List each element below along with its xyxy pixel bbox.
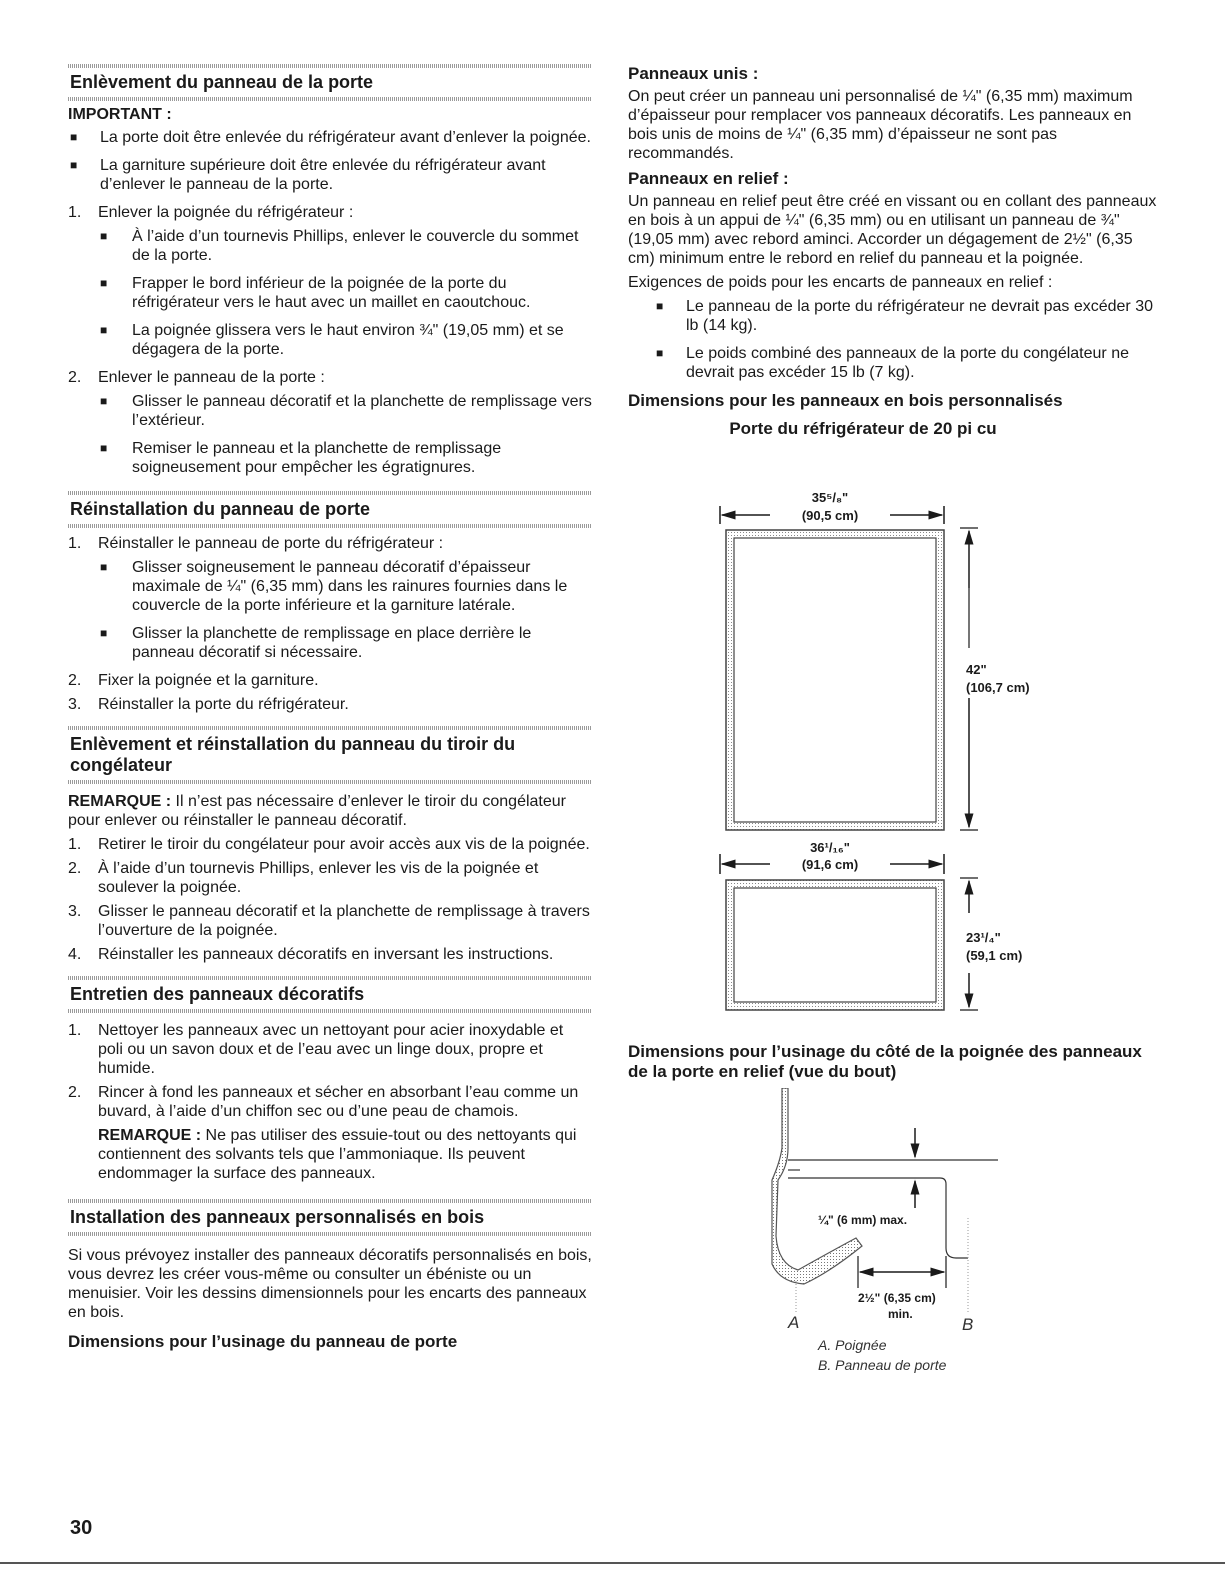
list-item: ■ Glisser la planchette de remplissage en place derrière le panneau décoratif si nécessaire. <box>100 625 532 661</box>
divider <box>68 97 592 101</box>
list-item: ■ Glisser soigneusement le panneau décoratif d’épaisseur maximale de ¼" (6,35 mm) dans les rainures fournies dans le couvercle de la porte inférieure et la garniture latérale. <box>100 559 568 614</box>
max-thickness-label: ¼" (6 mm) max. <box>818 1213 908 1227</box>
handle-end-view-diagram <box>770 1088 1010 1388</box>
section-title-panel-care: Entretien des panneaux décoratifs <box>70 984 365 1004</box>
note-text: Ne pas utiliser des essuie-tout ou des nettoyants qui contiennent des solvants tels que l’ammoniaque. Ils peuvent endommager la surface des panneaux. <box>98 1127 577 1182</box>
step-text: À l’aide d’un tournevis Phillips, enlever les vis de la poignée et soulever la poignée. <box>98 860 539 896</box>
step-text: Enlever le panneau de la porte : <box>98 369 325 386</box>
step-2: 2. Enlever le panneau de la porte : <box>68 369 325 386</box>
divider <box>68 1232 592 1236</box>
subheading-door-panel-dimensions: Dimensions pour l’usinage du panneau de porte <box>68 1332 458 1351</box>
caption-door-panel: B. Panneau de porte <box>818 1357 947 1373</box>
subheading-plain-panels: Panneaux unis : <box>628 64 759 83</box>
divider <box>68 780 592 784</box>
left-column <box>68 62 592 1355</box>
paragraph: Si vous prévoyez installer des panneaux décoratifs personnalisés en bois, vous devrez les créer vous-même ou consulter un ébéniste ou un menuisier. Voir les dessins dimensionnels pour les encarts des panneaux en bois. <box>68 1247 592 1321</box>
step-text: Nettoyer les panneaux avec un nettoyant pour acier inoxydable et poli ou un savon doux et de l’eau avec un linge doux, propre et humide. <box>98 1022 564 1077</box>
step-1: 1. Réinstaller le panneau de porte du réfrigérateur : <box>68 535 444 552</box>
bottom-height-cm-label: (59,1 cm) <box>966 948 1023 963</box>
step-text: Enlever la poignée du réfrigérateur : <box>98 204 354 221</box>
list-item-text: Frapper le bord inférieur de la poignée de la porte du réfrigérateur vers le haut avec un maillet en caoutchouc. <box>132 275 531 311</box>
page-bottom-rule <box>0 1562 1225 1564</box>
top-height-cm-label: (106,7 cm) <box>966 680 1030 695</box>
bottom-width-cm-label: (91,6 cm) <box>801 857 859 872</box>
note-paragraph <box>68 792 592 830</box>
min-clearance-label-2: min. <box>888 1307 913 1321</box>
paragraph: Exigences de poids pour les encarts de panneaux en relief : <box>628 274 1053 291</box>
top-width-label: 35⁵/₈" <box>811 490 849 505</box>
min-clearance-label: 2½" (6,35 cm) <box>858 1291 936 1305</box>
step-text: Réinstaller les panneaux décoratifs en inversant les instructions. <box>98 946 554 963</box>
divider <box>68 1199 592 1203</box>
subheading-custom-dimensions: Dimensions pour les panneaux en bois personnalisés <box>628 391 1063 410</box>
label-b: B <box>962 1315 974 1334</box>
caption-handle: A. Poignée <box>818 1337 887 1353</box>
list-item: ■ Glisser le panneau décoratif et la planchette de remplissage vers l’extérieur. <box>100 393 592 429</box>
step-2: 2. À l’aide d’un tournevis Phillips, enlever les vis de la poignée et soulever la poignée. <box>68 860 539 896</box>
list-item-text: Remiser le panneau et la planchette de remplissage soigneusement pour empêcher les égratignures. <box>132 440 502 476</box>
step-3: 3. Glisser le panneau décoratif et la planchette de remplissage à travers l’ouverture de la poignée. <box>68 903 590 939</box>
step-text: Fixer la poignée et la garniture. <box>98 672 319 689</box>
section-title-door-panel-removal: Enlèvement du panneau de la porte <box>70 72 374 92</box>
paragraph: Un panneau en relief peut être créé en vissant ou en collant des panneaux en bois à un appui de ¼" (6,35 mm) ou en utilisant un panneau de ¾" (19,05 mm) avec rebord aminci. Accorder un dégagement de 2½" (6,35 cm) minimum entre le rebord en relief du panneau et la poignée. <box>628 193 1157 267</box>
subheading-raised-panels: Panneaux en relief : <box>628 169 789 188</box>
list-item-text: À l’aide d’un tournevis Phillips, enlever le couvercle du sommet de la porte. <box>132 228 579 264</box>
step-text: Rincer à fond les panneaux et sécher en absorbant l’eau comme un buvard, à l’aide d’un chiffon sec ou d’une peau de chamois. <box>98 1084 579 1120</box>
list-item-text: Le poids combiné des panneaux de la porte du congélateur ne devrait pas excéder 15 lb (7 kg). <box>686 345 1129 381</box>
step-1: 1. Retirer le tiroir du congélateur pour avoir accès aux vis de la poignée. <box>68 836 590 853</box>
section-title-freezer-panel: Enlèvement et réinstallation du panneau du tiroir du congélateur <box>70 734 516 775</box>
step-1: 1. Nettoyer les panneaux avec un nettoyant pour acier inoxydable et poli ou un savon doux et de l’eau avec un linge doux, propre et humide. <box>68 1022 564 1077</box>
panel-inner <box>734 538 936 822</box>
important-label: IMPORTANT : <box>68 106 172 123</box>
bottom-width-label: 36¹/₁₆" <box>810 840 850 855</box>
list-item-text: Glisser la planchette de remplissage en place derrière le panneau décoratif si nécessaire. <box>132 625 532 661</box>
list-item-text: Glisser soigneusement le panneau décoratif d’épaisseur maximale de ¼" (6,35 mm) dans les rainures fournies dans le couvercle de la porte inférieure et la garniture latérale. <box>132 559 568 614</box>
panel-dimensions-diagram <box>710 478 1090 1018</box>
list-item: ■ La poignée glissera vers le haut environ ¾" (19,05 mm) et se dégagera de la porte. <box>100 322 564 358</box>
list-item: ■ Le poids combiné des panneaux de la porte du congélateur ne devrait pas excéder 15 lb (7 kg). <box>656 345 1129 381</box>
sub-list <box>68 558 592 662</box>
right-column <box>628 62 1158 442</box>
step-2: 2. Fixer la poignée et la garniture. <box>68 672 319 689</box>
step-3: 3. Réinstaller la porte du réfrigérateur. <box>68 696 349 713</box>
step-text: Réinstaller le panneau de porte du réfrigérateur : <box>98 535 444 552</box>
sub-list <box>68 392 592 477</box>
list-item-text: La poignée glissera vers le haut environ ¾" (19,05 mm) et se dégagera de la porte. <box>132 322 564 358</box>
top-width-cm-label: (90,5 cm) <box>801 508 859 523</box>
divider <box>68 1009 592 1013</box>
list-item: ■ Frapper le bord inférieur de la poignée de la porte du réfrigérateur vers le haut avec un maillet en caoutchouc. <box>100 275 531 311</box>
divider <box>68 524 592 528</box>
list-item: ■ Le panneau de la porte du réfrigérateur ne devrait pas excéder 30 lb (14 kg). <box>656 298 1153 334</box>
top-height-label: 42" <box>966 662 987 677</box>
divider <box>68 976 592 980</box>
divider <box>68 64 592 68</box>
subheading-fridge-size: Porte du réfrigérateur de 20 pi cu <box>729 419 997 438</box>
note-text: Il n’est pas nécessaire d’enlever le tiroir du congélateur pour enlever ou réinstaller le panneau décoratif. <box>68 793 566 829</box>
step-text: Glisser le panneau décoratif et la planchette de remplissage à travers l’ouverture de la poignée. <box>98 903 590 939</box>
divider <box>68 726 592 730</box>
step-text: Retirer le tiroir du congélateur pour avoir accès aux vis de la poignée. <box>98 836 590 853</box>
list-item-text: Glisser le panneau décoratif et la planchette de remplissage vers l’extérieur. <box>132 393 592 429</box>
step-2: 2. Rincer à fond les panneaux et sécher en absorbant l’eau comme un buvard, à l’aide d’un chiffon sec ou d’une peau de chamois. REMARQUE : Ne pas utiliser des essuie-tout ou des nettoyants qui contiennent des solvants tels que l’ammoniaque. Ils peuvent endommager la surface des panneaux. <box>68 1083 592 1183</box>
bottom-height-label: 23¹/₄" <box>966 930 1001 945</box>
section-title-door-panel-reinstall: Réinstallation du panneau de porte <box>70 499 371 519</box>
section-title-custom-wood-panels: Installation des panneaux personnalisés en bois <box>70 1207 485 1227</box>
list-item: ■ La garniture supérieure doit être enlevée du réfrigérateur avant d’enlever le panneau de la porte. <box>70 157 546 193</box>
paragraph: On peut créer un panneau uni personnalisé de ¼" (6,35 mm) maximum d’épaisseur pour remplacer vos panneaux décoratifs. Les panneaux en bois unis de moins de ¼" (6,35 mm) d’épaisseur ne sont pas recommandés. <box>628 88 1133 162</box>
list-item-text: La porte doit être enlevée du réfrigérateur avant d’enlever la poignée. <box>100 129 591 146</box>
list-item: ■ Remiser le panneau et la planchette de remplissage soigneusement pour empêcher les égratignures. <box>100 440 502 476</box>
list-item-text: La garniture supérieure doit être enlevée du réfrigérateur avant d’enlever le panneau de la porte. <box>100 157 546 193</box>
step-4: 4. Réinstaller les panneaux décoratifs en inversant les instructions. <box>68 946 554 963</box>
list-item: ■ À l’aide d’un tournevis Phillips, enlever le couvercle du sommet de la porte. <box>100 228 579 264</box>
handle-profile <box>772 1088 862 1284</box>
sub-list <box>68 227 592 359</box>
note-label: REMARQUE : <box>68 793 172 810</box>
label-a: A <box>788 1313 800 1332</box>
list-item: ■ La porte doit être enlevée du réfrigérateur avant d’enlever la poignée. <box>70 129 591 146</box>
note-label: REMARQUE : <box>98 1127 202 1144</box>
divider <box>68 491 592 495</box>
step-text: Réinstaller la porte du réfrigérateur. <box>98 696 349 713</box>
list-item-text: Le panneau de la porte du réfrigérateur ne devrait pas excéder 30 lb (14 kg). <box>686 298 1153 334</box>
step-1: 1. Enlever la poignée du réfrigérateur : <box>68 204 354 221</box>
subheading-handle-side-dimensions: Dimensions pour l’usinage du côté de la poignée des panneaux de la porte en relief (vue du bout) <box>628 1042 1142 1081</box>
page-number: 30 <box>70 1517 93 1539</box>
panel-inner <box>734 888 936 1002</box>
note-paragraph <box>98 1126 592 1183</box>
